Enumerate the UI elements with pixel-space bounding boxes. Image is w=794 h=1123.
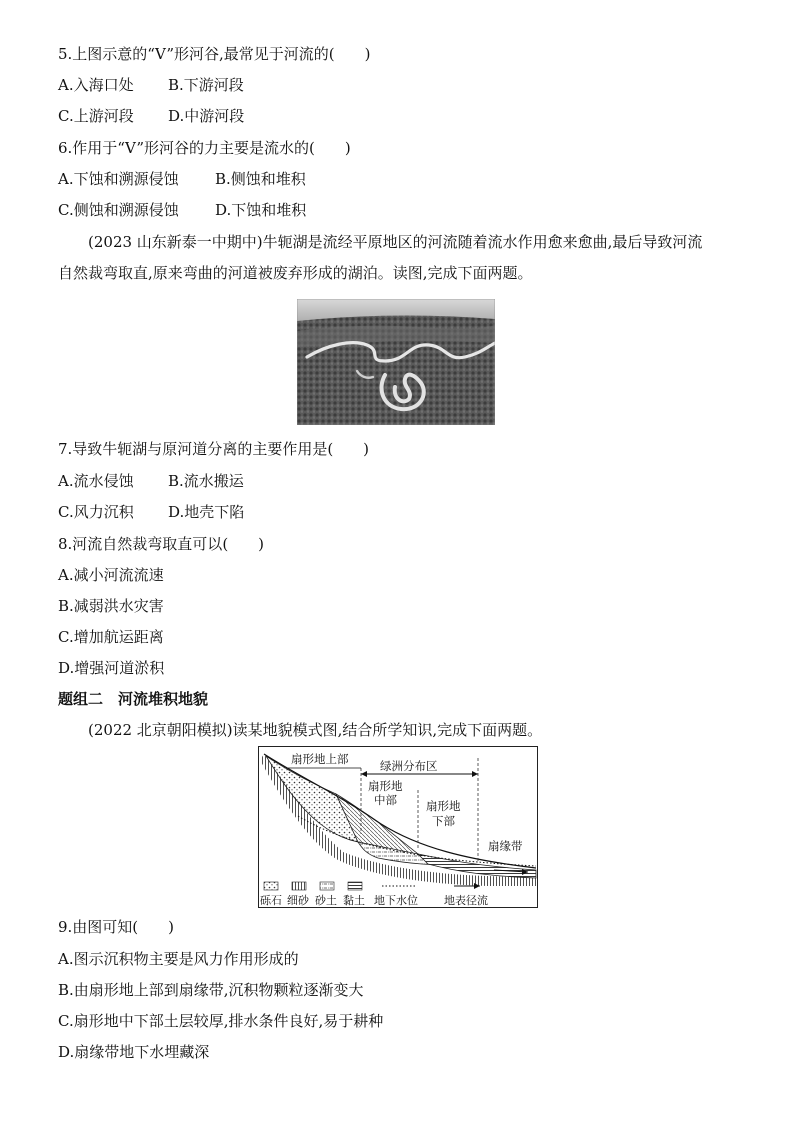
q9-option-d: D.扇缘带地下水埋藏深 — [58, 1043, 210, 1061]
q6-options-row2 — [58, 201, 306, 219]
alluvial-fan-diagram — [258, 746, 538, 908]
q7-options-row1 — [58, 472, 244, 490]
q7-option-b: B.流水搬运 — [168, 472, 244, 490]
legend-groundwater: 地下水位 — [374, 894, 418, 907]
q9-option-b: B.由扇形地上部到扇缘带,沉积物颗粒逐渐变大 — [58, 981, 364, 999]
legend-finesand-swatch — [292, 882, 306, 890]
q6-stem: 6.作用于“V”形河谷的力主要是流水的( ) — [58, 139, 351, 157]
legend-gravel: 砾石 — [260, 894, 282, 907]
section-title: 题组二 河流堆积地貌 — [58, 690, 209, 708]
q9-option-a: A.图示沉积物主要是风力作用形成的 — [58, 950, 299, 968]
q9-stem: 9.由图可知( ) — [58, 918, 175, 936]
label-fan-lower-2: 下部 — [432, 814, 455, 828]
q8-option-c: C.增加航运距离 — [58, 628, 164, 646]
passage1-line2: 自然裁弯取直,原来弯曲的河道被废弃形成的湖泊。读图,完成下面两题。 — [58, 264, 533, 282]
q5-option-d: D.中游河段 — [168, 107, 245, 125]
q6-option-b: B.侧蚀和堆积 — [215, 170, 306, 188]
q7-option-c: C.风力沉积 — [58, 503, 134, 521]
q8-stem: 8.河流自然裁弯取直可以( ) — [58, 535, 265, 553]
label-oasis-zone: 绿洲分布区 — [380, 759, 438, 773]
q5-option-c: C.上游河段 — [58, 107, 134, 125]
label-fan-upper: 扇形地上部 — [291, 752, 349, 766]
q6-option-c: C.侧蚀和溯源侵蚀 — [58, 201, 179, 219]
legend-sandsoil-swatch — [320, 882, 334, 890]
q6-option-a: A.下蚀和溯源侵蚀 — [58, 170, 179, 188]
q5-option-b: B.下游河段 — [168, 76, 244, 94]
q8-option-a: A.减小河流流速 — [58, 566, 164, 584]
passage1-line1: (2023 山东新泰一中期中)牛轭湖是流经平原地区的河流随着流水作用愈来愈曲,最后导致河流 — [88, 233, 703, 251]
label-fan-middle-2: 中部 — [374, 793, 397, 807]
legend-sandsoil: 砂土 — [315, 894, 337, 907]
legend-surface-runoff: 地表径流 — [444, 894, 488, 907]
label-fan-edge: 扇缘带 — [488, 839, 523, 853]
legend-clay-swatch — [348, 882, 362, 890]
legend-finesand: 细砂 — [287, 894, 309, 907]
q9-option-c: C.扇形地中下部土层较厚,排水条件良好,易于耕种 — [58, 1012, 384, 1030]
q7-option-a: A.流水侵蚀 — [58, 472, 134, 490]
passage2-line1: (2022 北京朝阳模拟)读某地貌模式图,结合所学知识,完成下面两题。 — [88, 721, 543, 739]
q7-option-d: D.地壳下陷 — [168, 503, 245, 521]
legend-clay: 黏土 — [343, 894, 365, 907]
label-fan-middle-1: 扇形地 — [368, 779, 403, 793]
q8-option-b: B.减弱洪水灾害 — [58, 597, 164, 615]
legend-gravel-swatch — [264, 882, 278, 890]
q5-options-row2 — [58, 107, 244, 125]
label-fan-lower-1: 扇形地 — [426, 799, 461, 813]
q6-options-row1 — [58, 170, 306, 188]
oxbow-lake-photo — [297, 299, 495, 425]
q7-stem: 7.导致牛轭湖与原河道分离的主要作用是( ) — [58, 440, 370, 458]
q5-options-row1 — [58, 76, 244, 94]
q8-option-d: D.增强河道淤积 — [58, 659, 165, 677]
q7-options-row2 — [58, 503, 244, 521]
q5-option-a: A.入海口处 — [58, 76, 134, 94]
q5-stem: 5.上图示意的“V”形河谷,最常见于河流的( ) — [58, 45, 371, 63]
q6-option-d: D.下蚀和堆积 — [215, 201, 307, 219]
